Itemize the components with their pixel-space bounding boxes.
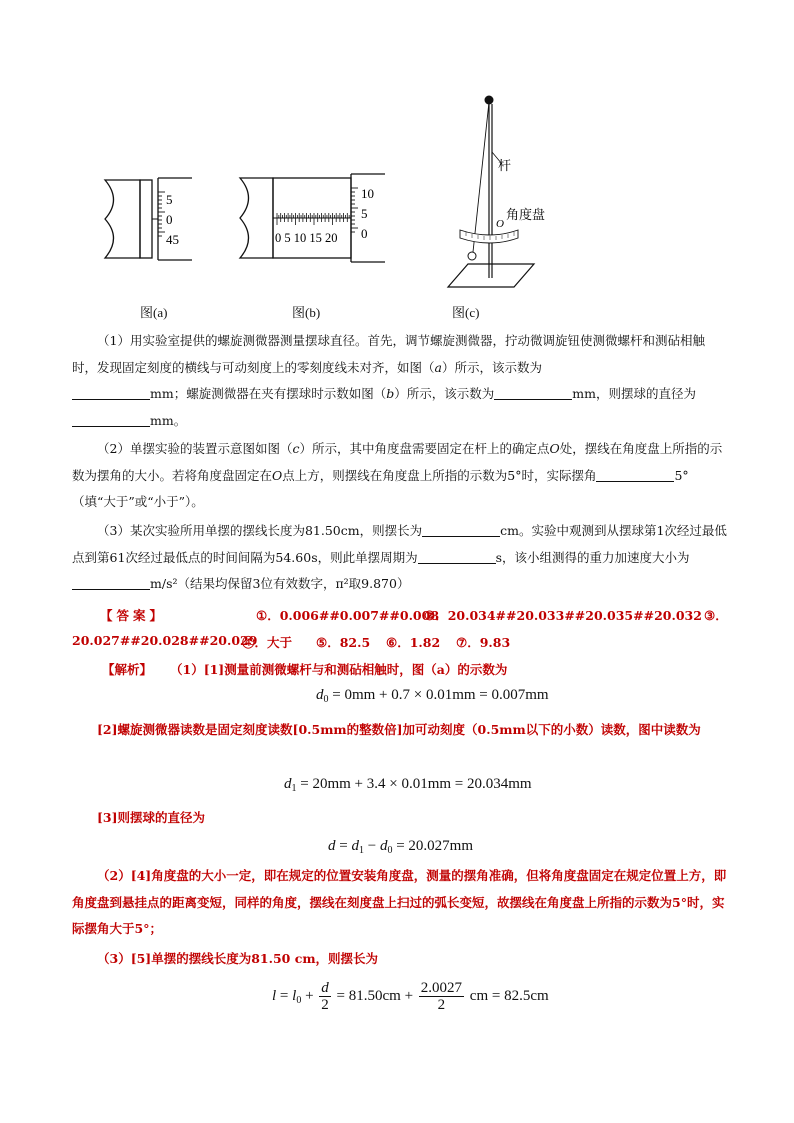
scale-label-a-mid: 0 [166, 212, 173, 227]
caption-b: 图(b) [292, 305, 321, 320]
question-part-3: （3）某次实验所用单摆的摆线长度为81.50cm，则摆长为 cm。实验中观测到从摆球第1次经过最低点到第61次经过最低点的时间间隔为54.60s，则此单摆周期为 s，该小组测得的重力加速度大小为m/s²（结果均保留3位有效数字，π²取9.870） [72, 523, 727, 591]
answer-7: ⑦．9.83 [456, 635, 511, 650]
answer-2: ②．20.034##20.033##20.035##20.032 [424, 608, 702, 623]
main-scale-labels-b: 0 5 10 15 20 [275, 231, 338, 245]
analysis-step-2: [2]螺旋测微器读数是固定刻度读数[0.5mm的整数倍]加可动刻度（0.5mm以下的小数）读数，图中读数为 [97, 722, 701, 737]
figure-a [100, 170, 200, 265]
answer-6: ⑥．1.82 [386, 635, 441, 650]
thimble-label-b-bot: 0 [361, 226, 368, 241]
formula-d0: $d_0 = 0mm + 0.7 \times 0.01mm = 0.007mm$ [316, 687, 549, 705]
scale-label-a-top: 5 [166, 192, 173, 207]
figure-c [440, 92, 550, 292]
blank-3[interactable] [72, 412, 150, 427]
analysis-step-1: （1）[1]测量前测微螺杆与和测砧相触时，图（a）的示数为 [170, 662, 508, 677]
caption-c: 图(c) [452, 305, 480, 320]
point-o-label: O [496, 218, 504, 230]
analysis-step-4: （2）[4]角度盘的大小一定，即在规定的位置安装角度盘，测量的摆角准确，但将角度盘固定在规定位置上方，即角度盘到悬挂点的距离变短，同样的角度，摆线在刻度盘上扫过的弧长变短，故摆线在角度盘上所指的示数为5°时，实际摆角大于5°； [72, 868, 727, 936]
analysis-step-3: [3]则摆球的直径为 [97, 810, 206, 825]
blank-5[interactable] [422, 522, 500, 537]
answer-5: ⑤．82.5 [316, 635, 371, 650]
answer-1: ①．0.006##0.007##0.008 [256, 608, 440, 623]
analysis-step-5: （3）[5]单摆的摆线长度为81.50 cm，则摆长为 [97, 951, 379, 966]
figure-b [235, 170, 395, 265]
rod-label: 杆 [498, 159, 512, 174]
formula-d: $d = d_1 - d_0 = 20.027mm$ [328, 838, 473, 856]
formula-d1: $d_1 = 20mm + 3.4 \times 0.01mm = 20.034mm$ [284, 776, 532, 794]
dial-label: 角度盘 [506, 208, 546, 223]
answer-label: 【答案】 [100, 608, 167, 623]
scale-label-a-bot: 45 [166, 232, 179, 247]
formula-l: $l = l_0$ + $\frac{d}{2}$ = 81.50cm + $\frac{2.0027}{2}$ cm = 82.5cm [272, 980, 549, 1013]
thimble-label-b-top: 10 [361, 186, 374, 201]
blank-4[interactable] [596, 467, 674, 482]
blank-6[interactable] [418, 549, 496, 564]
answer-3: 20.027##20.028##20.029 [72, 633, 258, 648]
blank-1[interactable] [72, 385, 150, 400]
answer-4: ④．大于 [242, 635, 293, 650]
blank-7[interactable] [72, 575, 150, 590]
blank-2[interactable] [494, 385, 572, 400]
question-part-1: （1）用实验室提供的螺旋测微器测量摆球直径。首先，调节螺旋测微器，拧动微调旋钮使测微螺杆和测砧相触时，发现固定刻度的横线与可动刻度上的零刻度线未对齐，如图（a）所示，该示数为 mm；螺旋测微器在夹有摆球时示数如图（b）所示，该示数为 mm，则摆球的直径为mm。 [72, 333, 705, 428]
answer-3-marker: ③． [704, 608, 728, 623]
caption-a: 图(a) [140, 305, 168, 320]
analysis-label: 【解析】 [102, 662, 153, 677]
thimble-label-b-mid: 5 [361, 206, 368, 221]
question-part-2: （2）单摆实验的装置示意图如图（c）所示，其中角度盘需要固定在杆上的确定点O处，摆线在角度盘上所指的示数为摆角的大小。若将角度盘固定在O点上方，则摆线在角度盘上所指的示数为5°时，实际摆角 5°（填“大于”或“小于”）。 [72, 441, 723, 509]
